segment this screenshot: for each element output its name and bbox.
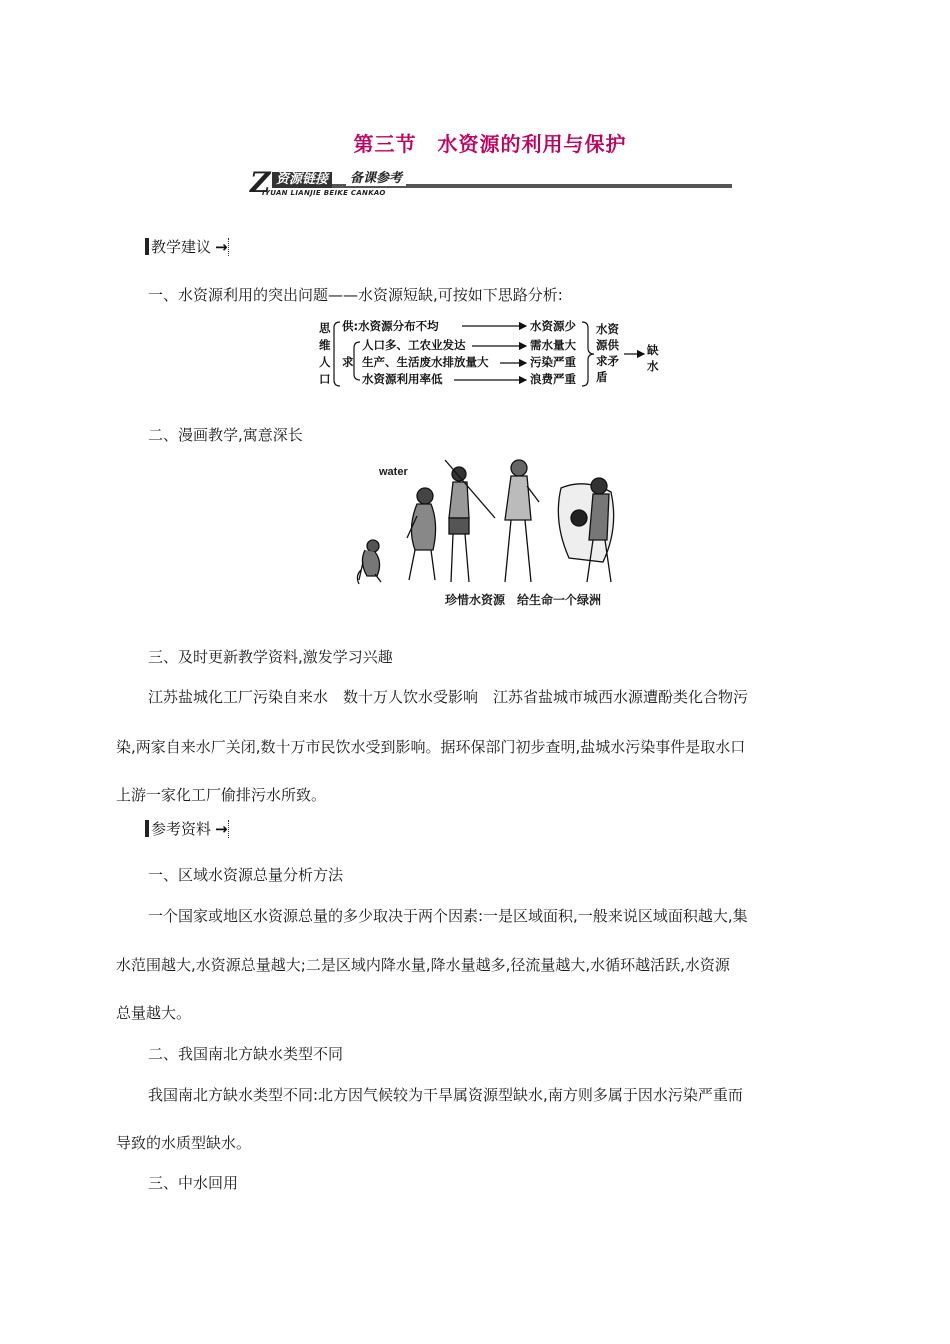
diagram-outcome [647,342,659,374]
diagram-result: 污染严重 [530,355,576,369]
banner-subtitle: IYUAN LIANJIE BEIKE CANKAO [262,189,386,197]
page-title: 第三节 水资源的利用与保护 [353,132,627,156]
news-paragraph-line: 江苏盐城化工厂污染自来水 数十万人饮水受影响 江苏省盐城市城西水源遭酚类化合物污 [148,688,749,706]
banner-letter: Z [250,166,271,199]
teaching-item-1: 一、水资源利用的突出问题——水资源短缺,可按如下思路分析: [148,286,563,304]
left-label-char: 口 [319,372,331,386]
news-paragraph-line: 染,两家自来水厂关闭,数十万市民饮水受到影响。据环保部门初步查明,盐城水污染事件是取水口 [116,738,746,756]
reference-heading [145,818,229,839]
diagram-supply: 供:水资源分布不均 [342,319,439,333]
contradiction-line: 源供 [596,338,619,352]
diagram-contradiction [596,321,619,385]
left-label-char: 人 [319,355,331,369]
contradiction-line: 水资 [596,322,619,336]
cartoon-water-label: water [379,466,408,478]
section-bar-icon [145,238,149,255]
reference-section-1-title: 一、区域水资源总量分析方法 [148,866,344,884]
teaching-item-2: 二、漫画教学,寓意深长 [148,426,303,444]
reference-heading-text: 参考资料 [151,820,212,838]
cartoon-caption: 珍惜水资源 给生命一个绿洲 [445,593,602,607]
diagram-result: 需水量大 [530,338,576,352]
resource-banner [248,166,732,199]
banner-tag-reference: 备课参考 [346,172,406,186]
reference-paragraph-line: 导致的水质型缺水。 [116,1134,252,1152]
contradiction-line: 求矛 [596,354,619,368]
diagram-left-label [319,320,331,388]
right-arrow-icon: → [215,819,228,838]
diagram-demand-item: 生产、生活废水排放量大 [362,355,489,369]
contradiction-line: 盾 [596,370,608,384]
left-label-char: 维 [319,338,331,352]
evolution-figures-illustration [355,458,625,588]
diagram-result: 水资源少 [530,319,576,333]
section-bar-icon [145,820,149,837]
teaching-item-3: 三、及时更新教学资料,激发学习兴趣 [148,648,393,666]
diagram-demand-prefix: 求 [342,355,354,369]
teaching-heading-text: 教学建议 [151,238,212,256]
reference-paragraph-line: 一个国家或地区水资源总量的多少取决于两个因素:一是区域面积,一般来说区域面积越大,集 [148,907,748,925]
right-arrow-icon: → [215,237,228,256]
left-label-char: 思 [319,321,331,335]
diagram-demand-item: 人口多、工农业发达 [362,338,466,352]
evolution-cartoon [355,458,625,610]
outcome-char: 缺 [647,343,659,357]
reference-section-3-title: 三、中水回用 [148,1174,239,1192]
reference-paragraph-line: 水范围越大,水资源总量越大;二是区域内降水量,降水量越多,径流量越大,水循环越活跃,水资源 [116,956,730,974]
diagram-demand-item: 水资源利用率低 [362,372,443,386]
outcome-char: 水 [647,359,659,373]
diagram-result: 浪费严重 [530,372,576,386]
teaching-heading [145,236,229,257]
banner-tag-resource: 资源链接 [272,172,332,188]
news-paragraph-line: 上游一家化工厂偷排污水所致。 [116,786,327,804]
analysis-diagram [316,318,666,390]
reference-section-2-title: 二、我国南北方缺水类型不同 [148,1045,344,1063]
reference-paragraph-line: 我国南北方缺水类型不同:北方因气候较为干旱属资源型缺水,南方则多属于因水污染严重而 [148,1086,743,1104]
reference-paragraph-line: 总量越大。 [116,1004,192,1022]
